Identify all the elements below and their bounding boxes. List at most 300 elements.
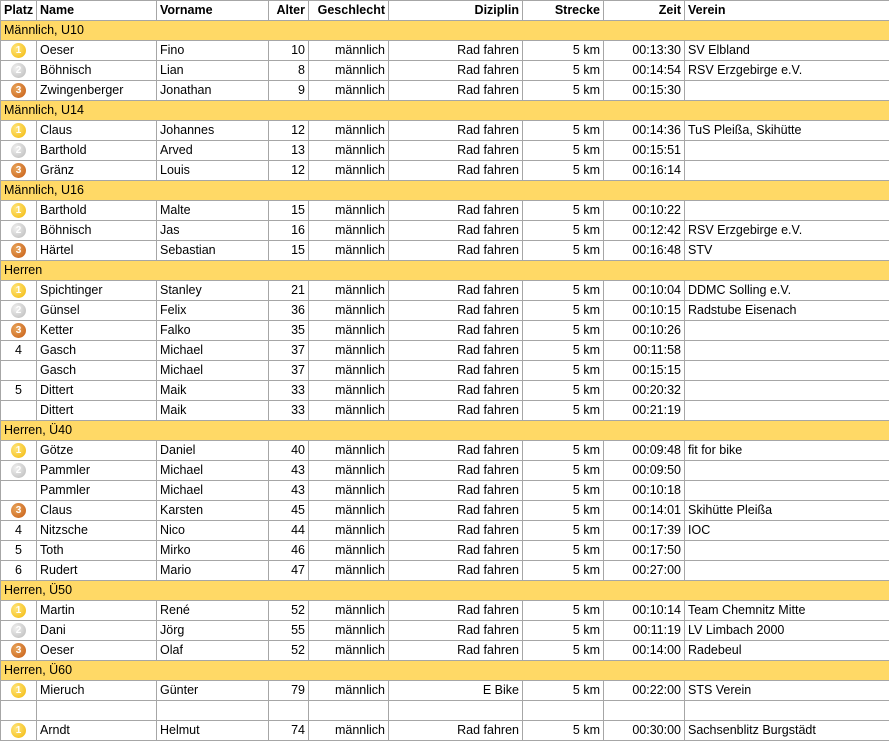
- platz-cell: [1, 721, 37, 741]
- platz-cell: [1, 201, 37, 221]
- disziplin-cell: Rad fahren: [389, 321, 523, 341]
- platz-cell: [1, 41, 37, 61]
- disziplin-cell: Rad fahren: [389, 401, 523, 421]
- platz-cell: 5: [1, 541, 37, 561]
- name-cell: Günsel: [37, 301, 157, 321]
- zeit-cell: 00:14:54: [604, 61, 685, 81]
- alter-cell: 21: [269, 281, 309, 301]
- gold-medal-icon: 1: [11, 723, 26, 738]
- vorname-cell: Michael: [157, 341, 269, 361]
- strecke-cell: 5 km: [523, 601, 604, 621]
- name-cell: Toth: [37, 541, 157, 561]
- table-row: [1, 141, 889, 161]
- name-cell: Zwingenberger: [37, 81, 157, 101]
- geschlecht-cell: männlich: [309, 481, 389, 501]
- disziplin-cell: Rad fahren: [389, 241, 523, 261]
- table-row: [1, 721, 889, 741]
- verein-cell: [685, 541, 889, 561]
- platz-cell: 4: [1, 521, 37, 541]
- zeit-cell: 00:14:36: [604, 121, 685, 141]
- platz-cell: [1, 301, 37, 321]
- name-cell: Spichtinger: [37, 281, 157, 301]
- table-row: [1, 561, 889, 581]
- vorname-cell: Fino: [157, 41, 269, 61]
- platz-cell: [1, 121, 37, 141]
- alter-cell: 45: [269, 501, 309, 521]
- strecke-cell: 5 km: [523, 441, 604, 461]
- name-cell: Martin: [37, 601, 157, 621]
- disziplin-cell: Rad fahren: [389, 121, 523, 141]
- verein-cell: LV Limbach 2000: [685, 621, 889, 641]
- strecke-cell: 5 km: [523, 141, 604, 161]
- alter-cell: 52: [269, 601, 309, 621]
- disziplin-cell: Rad fahren: [389, 161, 523, 181]
- verein-cell: [685, 481, 889, 501]
- zeit-cell: 00:16:14: [604, 161, 685, 181]
- platz-cell: [1, 461, 37, 481]
- strecke-cell: 5 km: [523, 221, 604, 241]
- vorname-cell: Sebastian: [157, 241, 269, 261]
- table-row: [1, 621, 889, 641]
- strecke-cell: 5 km: [523, 681, 604, 701]
- group-header-row: [1, 181, 889, 201]
- strecke-cell: 5 km: [523, 721, 604, 741]
- vorname-cell: Lian: [157, 61, 269, 81]
- verein-cell: TuS Pleißa, Skihütte: [685, 121, 889, 141]
- verein-cell: [685, 81, 889, 101]
- alter-cell: 47: [269, 561, 309, 581]
- geschlecht-cell: männlich: [309, 361, 389, 381]
- alter-cell: 8: [269, 61, 309, 81]
- vorname-cell: Karsten: [157, 501, 269, 521]
- alter-cell: 36: [269, 301, 309, 321]
- geschlecht-cell: männlich: [309, 341, 389, 361]
- vorname-cell: Helmut: [157, 721, 269, 741]
- column-header-zeit: Zeit: [604, 1, 685, 21]
- platz-cell: [1, 481, 37, 501]
- table-row: [1, 161, 889, 181]
- table-row: [1, 341, 889, 361]
- name-cell: Gasch: [37, 361, 157, 381]
- zeit-cell: 00:16:48: [604, 241, 685, 261]
- strecke-cell: 5 km: [523, 301, 604, 321]
- strecke-cell: 5 km: [523, 161, 604, 181]
- name-cell: Böhnisch: [37, 221, 157, 241]
- name-cell: Ketter: [37, 321, 157, 341]
- geschlecht-cell: männlich: [309, 501, 389, 521]
- group-header-row: [1, 581, 889, 601]
- platz-cell: [1, 681, 37, 701]
- verein-cell: [685, 141, 889, 161]
- verein-cell: Skihütte Pleißa: [685, 501, 889, 521]
- zeit-cell: 00:10:15: [604, 301, 685, 321]
- alter-cell: 79: [269, 681, 309, 701]
- silver-medal-icon: 2: [11, 63, 26, 78]
- disziplin-cell: Rad fahren: [389, 621, 523, 641]
- silver-medal-icon: 2: [11, 303, 26, 318]
- alter-cell: [269, 701, 309, 721]
- platz-cell: [1, 501, 37, 521]
- vorname-cell: Arved: [157, 141, 269, 161]
- zeit-cell: 00:10:18: [604, 481, 685, 501]
- disziplin-cell: Rad fahren: [389, 221, 523, 241]
- strecke-cell: 5 km: [523, 81, 604, 101]
- zeit-cell: 00:20:32: [604, 381, 685, 401]
- table-row: [1, 541, 889, 561]
- strecke-cell: 5 km: [523, 381, 604, 401]
- vorname-cell: Malte: [157, 201, 269, 221]
- zeit-cell: 00:30:00: [604, 721, 685, 741]
- gold-medal-icon: 1: [11, 283, 26, 298]
- strecke-cell: 5 km: [523, 321, 604, 341]
- verein-cell: [685, 381, 889, 401]
- name-cell: Härtel: [37, 241, 157, 261]
- strecke-cell: 5 km: [523, 241, 604, 261]
- column-header-strecke: Strecke: [523, 1, 604, 21]
- disziplin-cell: Rad fahren: [389, 541, 523, 561]
- vorname-cell: Daniel: [157, 441, 269, 461]
- table-row: [1, 481, 889, 501]
- verein-cell: [685, 401, 889, 421]
- group-title: Männlich, U10: [1, 21, 889, 41]
- strecke-cell: 5 km: [523, 641, 604, 661]
- zeit-cell: 00:14:01: [604, 501, 685, 521]
- alter-cell: 55: [269, 621, 309, 641]
- strecke-cell: 5 km: [523, 621, 604, 641]
- vorname-cell: René: [157, 601, 269, 621]
- platz-cell: [1, 221, 37, 241]
- table-row: [1, 201, 889, 221]
- disziplin-cell: Rad fahren: [389, 61, 523, 81]
- name-cell: Barthold: [37, 201, 157, 221]
- table-row: [1, 361, 889, 381]
- platz-cell: [1, 601, 37, 621]
- table-row: [1, 501, 889, 521]
- alter-cell: 37: [269, 361, 309, 381]
- platz-cell: [1, 441, 37, 461]
- alter-cell: 74: [269, 721, 309, 741]
- table-row: [1, 241, 889, 261]
- alter-cell: 52: [269, 641, 309, 661]
- platz-cell: [1, 61, 37, 81]
- verein-cell: [685, 361, 889, 381]
- vorname-cell: Mirko: [157, 541, 269, 561]
- silver-medal-icon: 2: [11, 463, 26, 478]
- disziplin-cell: Rad fahren: [389, 461, 523, 481]
- strecke-cell: 5 km: [523, 201, 604, 221]
- platz-cell: [1, 621, 37, 641]
- column-header-platz: Platz: [1, 1, 37, 21]
- vorname-cell: Mario: [157, 561, 269, 581]
- table-row: [1, 281, 889, 301]
- verein-cell: [685, 201, 889, 221]
- column-header-geschlecht: Geschlecht: [309, 1, 389, 21]
- geschlecht-cell: männlich: [309, 721, 389, 741]
- gold-medal-icon: 1: [11, 43, 26, 58]
- name-cell: Nitzsche: [37, 521, 157, 541]
- alter-cell: 15: [269, 201, 309, 221]
- alter-cell: 46: [269, 541, 309, 561]
- verein-cell: RSV Erzgebirge e.V.: [685, 221, 889, 241]
- vorname-cell: Nico: [157, 521, 269, 541]
- table-body: [1, 21, 889, 741]
- name-cell: Mieruch: [37, 681, 157, 701]
- verein-cell: Radstube Eisenach: [685, 301, 889, 321]
- geschlecht-cell: männlich: [309, 301, 389, 321]
- geschlecht-cell: männlich: [309, 241, 389, 261]
- strecke-cell: 5 km: [523, 561, 604, 581]
- alter-cell: 43: [269, 461, 309, 481]
- platz-cell: 4: [1, 341, 37, 361]
- silver-medal-icon: 2: [11, 223, 26, 238]
- zeit-cell: 00:17:50: [604, 541, 685, 561]
- geschlecht-cell: männlich: [309, 441, 389, 461]
- gold-medal-icon: 1: [11, 123, 26, 138]
- platz-cell: [1, 161, 37, 181]
- zeit-cell: 00:15:15: [604, 361, 685, 381]
- table-header: [1, 1, 889, 21]
- disziplin-cell: [389, 701, 523, 721]
- vorname-cell: Jonathan: [157, 81, 269, 101]
- group-title: Männlich, U14: [1, 101, 889, 121]
- table-row: [1, 641, 889, 661]
- strecke-cell: 5 km: [523, 461, 604, 481]
- name-cell: Pammler: [37, 461, 157, 481]
- geschlecht-cell: [309, 701, 389, 721]
- disziplin-cell: Rad fahren: [389, 601, 523, 621]
- platz-cell: 5: [1, 381, 37, 401]
- alter-cell: 37: [269, 341, 309, 361]
- gold-medal-icon: 1: [11, 603, 26, 618]
- verein-cell: [685, 341, 889, 361]
- geschlecht-cell: männlich: [309, 681, 389, 701]
- table-row: [1, 681, 889, 701]
- group-title: Herren, Ü50: [1, 581, 889, 601]
- zeit-cell: 00:11:58: [604, 341, 685, 361]
- disziplin-cell: Rad fahren: [389, 521, 523, 541]
- name-cell: Claus: [37, 121, 157, 141]
- name-cell: Dittert: [37, 401, 157, 421]
- vorname-cell: Johannes: [157, 121, 269, 141]
- platz-cell: [1, 321, 37, 341]
- name-cell: Gasch: [37, 341, 157, 361]
- zeit-cell: 00:10:26: [604, 321, 685, 341]
- verein-cell: SV Elbland: [685, 41, 889, 61]
- column-header-disziplin: Diziplin: [389, 1, 523, 21]
- zeit-cell: 00:15:51: [604, 141, 685, 161]
- verein-cell: STV: [685, 241, 889, 261]
- vorname-cell: Jas: [157, 221, 269, 241]
- geschlecht-cell: männlich: [309, 641, 389, 661]
- verein-cell: IOC: [685, 521, 889, 541]
- alter-cell: 12: [269, 121, 309, 141]
- geschlecht-cell: männlich: [309, 41, 389, 61]
- group-header-row: [1, 261, 889, 281]
- table-row: [1, 461, 889, 481]
- strecke-cell: 5 km: [523, 341, 604, 361]
- verein-cell: [685, 561, 889, 581]
- zeit-cell: 00:10:04: [604, 281, 685, 301]
- bronze-medal-icon: 3: [11, 243, 26, 258]
- vorname-cell: Felix: [157, 301, 269, 321]
- alter-cell: 15: [269, 241, 309, 261]
- name-cell: Claus: [37, 501, 157, 521]
- group-title: Herren, Ü60: [1, 661, 889, 681]
- verein-cell: [685, 461, 889, 481]
- table-row: [1, 521, 889, 541]
- table-row: [1, 321, 889, 341]
- geschlecht-cell: männlich: [309, 601, 389, 621]
- geschlecht-cell: männlich: [309, 561, 389, 581]
- table-row: [1, 381, 889, 401]
- group-title: Herren: [1, 261, 889, 281]
- vorname-cell: [157, 701, 269, 721]
- vorname-cell: Jörg: [157, 621, 269, 641]
- gold-medal-icon: 1: [11, 443, 26, 458]
- geschlecht-cell: männlich: [309, 121, 389, 141]
- verein-cell: Radebeul: [685, 641, 889, 661]
- strecke-cell: 5 km: [523, 121, 604, 141]
- group-header-row: [1, 421, 889, 441]
- alter-cell: 44: [269, 521, 309, 541]
- vorname-cell: Olaf: [157, 641, 269, 661]
- vorname-cell: Michael: [157, 361, 269, 381]
- strecke-cell: 5 km: [523, 501, 604, 521]
- vorname-cell: Stanley: [157, 281, 269, 301]
- zeit-cell: 00:14:00: [604, 641, 685, 661]
- verein-cell: DDMC Solling e.V.: [685, 281, 889, 301]
- disziplin-cell: Rad fahren: [389, 81, 523, 101]
- group-title: Herren, Ü40: [1, 421, 889, 441]
- silver-medal-icon: 2: [11, 143, 26, 158]
- disziplin-cell: E Bike: [389, 681, 523, 701]
- strecke-cell: 5 km: [523, 361, 604, 381]
- zeit-cell: 00:15:30: [604, 81, 685, 101]
- geschlecht-cell: männlich: [309, 141, 389, 161]
- alter-cell: 35: [269, 321, 309, 341]
- strecke-cell: 5 km: [523, 481, 604, 501]
- alter-cell: 33: [269, 401, 309, 421]
- name-cell: Dani: [37, 621, 157, 641]
- verein-cell: STS Verein: [685, 681, 889, 701]
- strecke-cell: 5 km: [523, 281, 604, 301]
- name-cell: Barthold: [37, 141, 157, 161]
- zeit-cell: [604, 701, 685, 721]
- table-row: [1, 301, 889, 321]
- strecke-cell: [523, 701, 604, 721]
- disziplin-cell: Rad fahren: [389, 721, 523, 741]
- verein-cell: Team Chemnitz Mitte: [685, 601, 889, 621]
- name-cell: Dittert: [37, 381, 157, 401]
- zeit-cell: 00:21:19: [604, 401, 685, 421]
- geschlecht-cell: männlich: [309, 281, 389, 301]
- strecke-cell: 5 km: [523, 521, 604, 541]
- disziplin-cell: Rad fahren: [389, 361, 523, 381]
- group-header-row: [1, 101, 889, 121]
- alter-cell: 16: [269, 221, 309, 241]
- platz-cell: [1, 361, 37, 381]
- disziplin-cell: Rad fahren: [389, 561, 523, 581]
- zeit-cell: 00:17:39: [604, 521, 685, 541]
- table-row: [1, 61, 889, 81]
- table-row: [1, 41, 889, 61]
- column-header-alter: Alter: [269, 1, 309, 21]
- disziplin-cell: Rad fahren: [389, 481, 523, 501]
- name-cell: Götze: [37, 441, 157, 461]
- vorname-cell: Michael: [157, 481, 269, 501]
- disziplin-cell: Rad fahren: [389, 141, 523, 161]
- geschlecht-cell: männlich: [309, 401, 389, 421]
- strecke-cell: 5 km: [523, 61, 604, 81]
- alter-cell: 13: [269, 141, 309, 161]
- column-header-vorname: Vorname: [157, 1, 269, 21]
- gold-medal-icon: 1: [11, 203, 26, 218]
- alter-cell: 12: [269, 161, 309, 181]
- zeit-cell: 00:11:19: [604, 621, 685, 641]
- geschlecht-cell: männlich: [309, 621, 389, 641]
- strecke-cell: 5 km: [523, 401, 604, 421]
- geschlecht-cell: männlich: [309, 81, 389, 101]
- verein-cell: [685, 701, 889, 721]
- vorname-cell: Louis: [157, 161, 269, 181]
- disziplin-cell: Rad fahren: [389, 301, 523, 321]
- platz-cell: [1, 241, 37, 261]
- zeit-cell: 00:13:30: [604, 41, 685, 61]
- group-header-row: [1, 661, 889, 681]
- platz-cell: [1, 701, 37, 721]
- name-cell: Oeser: [37, 41, 157, 61]
- bronze-medal-icon: 3: [11, 503, 26, 518]
- verein-cell: fit for bike: [685, 441, 889, 461]
- strecke-cell: 5 km: [523, 541, 604, 561]
- blank-row: [1, 701, 889, 721]
- disziplin-cell: Rad fahren: [389, 281, 523, 301]
- group-header-row: [1, 21, 889, 41]
- table-row: [1, 401, 889, 421]
- geschlecht-cell: männlich: [309, 321, 389, 341]
- geschlecht-cell: männlich: [309, 61, 389, 81]
- gold-medal-icon: 1: [11, 683, 26, 698]
- geschlecht-cell: männlich: [309, 221, 389, 241]
- verein-cell: [685, 161, 889, 181]
- strecke-cell: 5 km: [523, 41, 604, 61]
- silver-medal-icon: 2: [11, 623, 26, 638]
- geschlecht-cell: männlich: [309, 541, 389, 561]
- vorname-cell: Günter: [157, 681, 269, 701]
- name-cell: Pammler: [37, 481, 157, 501]
- zeit-cell: 00:27:00: [604, 561, 685, 581]
- bronze-medal-icon: 3: [11, 83, 26, 98]
- vorname-cell: Maik: [157, 381, 269, 401]
- table-row: [1, 441, 889, 461]
- vorname-cell: Falko: [157, 321, 269, 341]
- verein-cell: Sachsenblitz Burgstädt: [685, 721, 889, 741]
- disziplin-cell: Rad fahren: [389, 381, 523, 401]
- table-row: [1, 121, 889, 141]
- vorname-cell: Maik: [157, 401, 269, 421]
- disziplin-cell: Rad fahren: [389, 441, 523, 461]
- table-row: [1, 601, 889, 621]
- zeit-cell: 00:09:48: [604, 441, 685, 461]
- disziplin-cell: Rad fahren: [389, 641, 523, 661]
- geschlecht-cell: männlich: [309, 201, 389, 221]
- disziplin-cell: Rad fahren: [389, 501, 523, 521]
- name-cell: Böhnisch: [37, 61, 157, 81]
- geschlecht-cell: männlich: [309, 381, 389, 401]
- disziplin-cell: Rad fahren: [389, 341, 523, 361]
- column-header-name: Name: [37, 1, 157, 21]
- geschlecht-cell: männlich: [309, 521, 389, 541]
